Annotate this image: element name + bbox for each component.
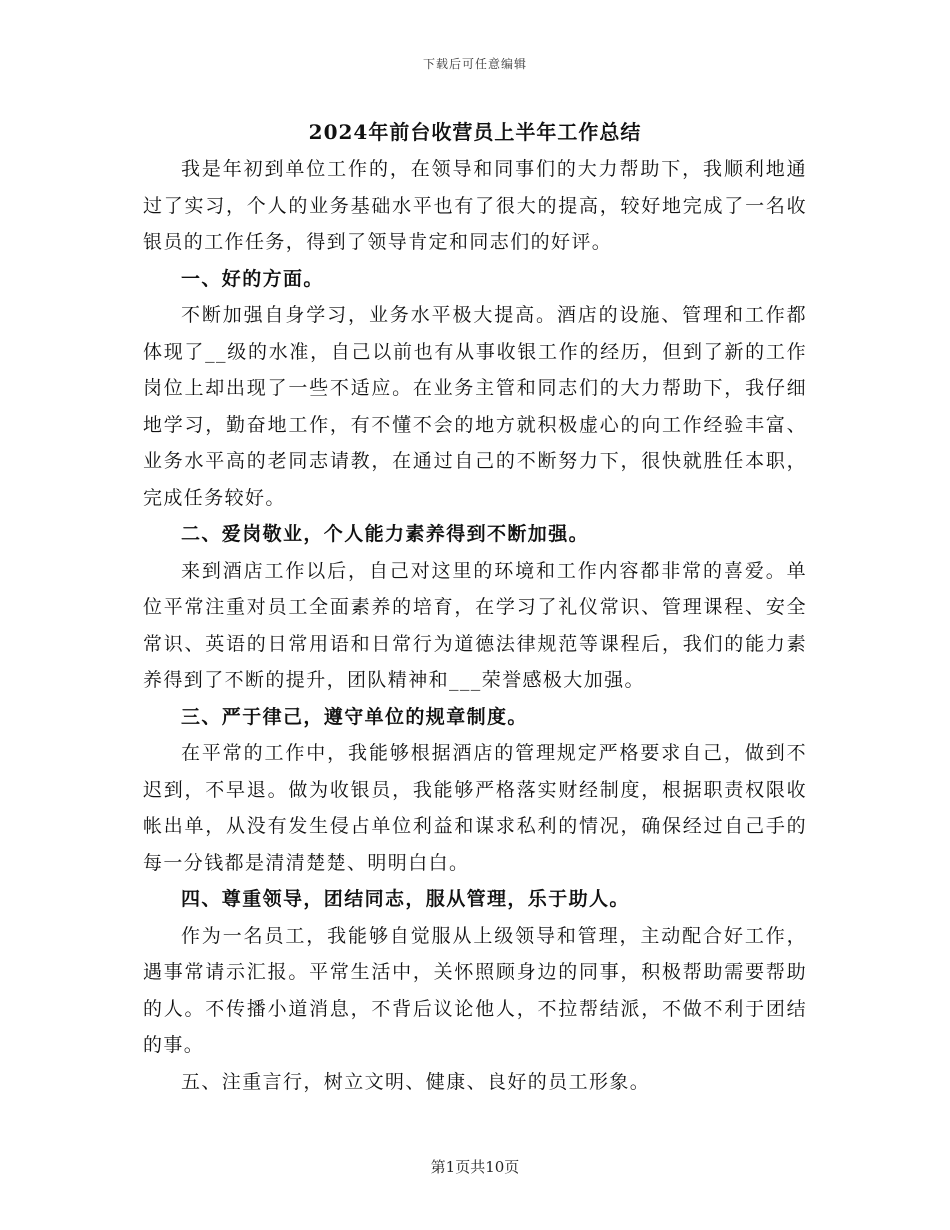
section-heading-1: 一、好的方面。 (181, 267, 324, 290)
section-paragraph-2: 来到酒店工作以后，自己对这里的环境和工作内容都非常的喜爱。单位平常注重对员工全面素养的培育，在学习了礼仪常识、管理课程、安全常识、英语的日常用语和日常行为道德法律规范等课程后，我们的能力素养得到了不断的提升，团队精神和___荣誉感极大加强。 (143, 559, 807, 691)
section-heading-3: 三、严于律己，遵守单位的规章制度。 (181, 705, 528, 728)
section-paragraph-3: 在平常的工作中，我能够根据酒店的管理规定严格要求自己，做到不迟到，不早退。做为收银员，我能够严格落实财经制度，根据职责权限收帐出单，从没有发生侵占单位利益和谋求私利的情况，确保经过自己手的每一分钱都是清清楚楚、明明白白。 (143, 742, 807, 874)
section-heading-2: 二、爱岗敬业，个人能力素养得到不断加强。 (181, 523, 590, 545)
intro-paragraph: 我是年初到单位工作的，在领导和同事们的大力帮助下，我顺利地通过了实习，个人的业务基础水平也有了很大的提高，较好地完成了一名收银员的工作任务，得到了领导肯定和同志们的好评。 (143, 158, 807, 253)
document-body (143, 151, 807, 1100)
section-heading-5: 五、注重言行，树立文明、健康、良好的员工形象。 (181, 1070, 651, 1093)
document-title: 2024年前台收营员上半年工作总结 (308, 120, 642, 144)
section-heading-4: 四、尊重领导，团结同志，服从管理，乐于助人。 (181, 888, 630, 910)
section-paragraph-4: 作为一名员工，我能够自觉服从上级领导和管理，主动配合好工作，遇事常请示汇报。平常生活中，关怀照顾身边的同事，积极帮助需要帮助的人。不传播小道消息，不背后议论他人，不拉帮结派，不做不利于团结的事。 (143, 924, 807, 1056)
page-footer: 第1页共10页 (430, 1158, 520, 1176)
section-paragraph-1: 不断加强自身学习，业务水平极大提高。酒店的设施、管理和工作都体现了__级的水准，自己以前也有从事收银工作的经历，但到了新的工作岗位上却出现了一些不适应。在业务主管和同志们的大力帮助下，我仔细地学习，勤奋地工作，有不懂不会的地方就积极虚心的向工作经验丰富、业务水平高的老同志请教，在通过自己的不断努力下，很快就胜任本职，完成任务较好。 (143, 304, 807, 509)
header-note: 下载后可任意编辑 (422, 57, 527, 71)
